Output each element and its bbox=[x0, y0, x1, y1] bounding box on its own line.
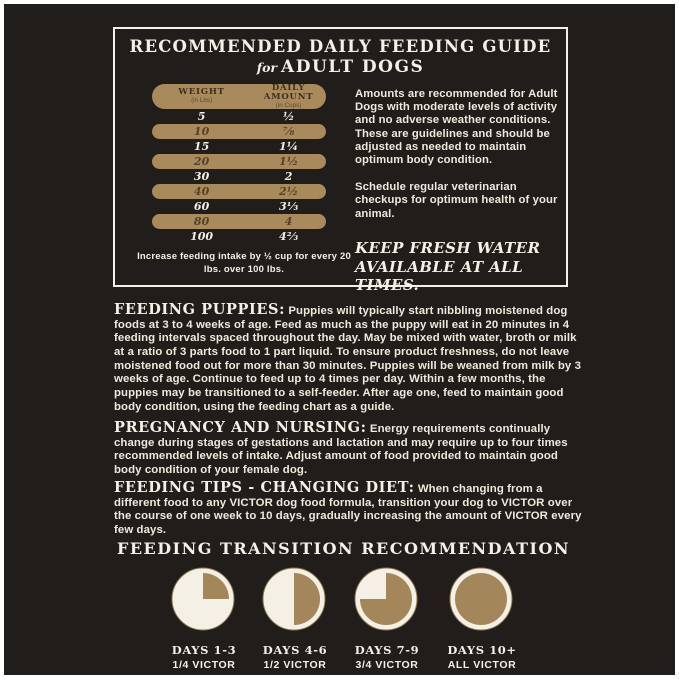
amount-value: 2 bbox=[284, 170, 293, 183]
panel-title bbox=[113, 37, 568, 77]
step-days-label: DAYS 1-3 bbox=[171, 643, 237, 657]
amount-value: 1¼ bbox=[279, 140, 299, 153]
section-heading: FEEDING TIPS - CHANGING DIET: bbox=[114, 479, 415, 496]
weight-value: 5 bbox=[197, 110, 206, 123]
weight-header-unit: (in Lbs) bbox=[191, 97, 213, 105]
transition-step bbox=[339, 566, 435, 671]
section-pregnancy-nursing bbox=[114, 419, 586, 478]
feeding-table-row bbox=[152, 229, 326, 244]
feeding-table bbox=[152, 84, 326, 244]
weight-value: 15 bbox=[193, 140, 210, 153]
step-days-label: DAYS 7-9 bbox=[354, 643, 420, 657]
step-days-label: DAYS 4-6 bbox=[262, 643, 328, 657]
amount-value: ⅞ bbox=[282, 125, 295, 138]
weight-value: 30 bbox=[193, 170, 210, 183]
amount-value: 3⅓ bbox=[279, 200, 299, 213]
weight-value: 20 bbox=[193, 155, 210, 168]
transition-pie-icon bbox=[448, 566, 516, 634]
weight-value: 100 bbox=[190, 230, 214, 243]
weight-value: 80 bbox=[193, 215, 210, 228]
amount-value: ½ bbox=[282, 110, 295, 123]
section-heading: FEEDING PUPPIES: bbox=[114, 301, 286, 318]
amount-column-header bbox=[251, 84, 326, 109]
transition-step bbox=[247, 566, 343, 671]
feeding-table-row bbox=[152, 139, 326, 154]
amount-value: 2½ bbox=[279, 185, 299, 198]
amount-header-label: DAILY AMOUNT bbox=[263, 83, 314, 102]
side-note-amounts: Amounts are recommended for Adult Dogs with moderate levels of activity and no adverse weather conditions. These are guidelines and should be adjusted as needed to maintain optimum body condition. bbox=[355, 88, 558, 167]
feeding-table-rows bbox=[152, 109, 326, 244]
feeding-table-header bbox=[152, 84, 326, 109]
amount-header-unit: (in Cups) bbox=[275, 101, 302, 109]
feeding-table-row bbox=[152, 199, 326, 214]
section-body: When changing from a different food to any VICTOR dog food formula, transition your dog to VICTOR over the course of one week to 10 days, gradually increasing the amount of VICTOR every few days. bbox=[114, 483, 582, 537]
feeding-table-row bbox=[152, 124, 326, 139]
step-amount-label: ALL VICTOR bbox=[447, 659, 517, 671]
weight-value: 60 bbox=[193, 200, 210, 213]
feeding-table-row bbox=[152, 109, 326, 124]
weight-header-label: WEIGHT bbox=[178, 87, 225, 98]
keep-fresh-water-note: KEEP FRESH WATER AVAILABLE AT ALL TIMES. bbox=[355, 238, 541, 295]
weight-value: 10 bbox=[193, 125, 210, 138]
label-background bbox=[4, 4, 675, 675]
section-heading: PREGNANCY AND NURSING: bbox=[114, 419, 367, 436]
transition-step bbox=[156, 566, 252, 671]
panel-title-line1: RECOMMENDED DAILY FEEDING GUIDE bbox=[129, 37, 552, 56]
side-notes bbox=[355, 88, 567, 295]
transition-pie-icon bbox=[353, 566, 421, 634]
transition-pie-icon bbox=[261, 566, 329, 634]
feeding-table-footnote: Increase feeding intake by ½ cup for every 20 lbs. over 100 lbs. bbox=[137, 251, 351, 275]
step-amount-label: 3/4 VICTOR bbox=[355, 659, 419, 671]
panel-title-dogs: ADULT DOGS bbox=[281, 57, 425, 77]
amount-value: 4 bbox=[284, 215, 293, 228]
step-amount-label: 1/2 VICTOR bbox=[263, 659, 327, 671]
step-days-label: DAYS 10+ bbox=[447, 643, 517, 657]
transition-title: FEEDING TRANSITION RECOMMENDATION bbox=[116, 539, 571, 558]
transition-pie-icon bbox=[170, 566, 238, 634]
transition-step bbox=[434, 566, 530, 671]
weight-column-header bbox=[152, 88, 251, 104]
panel-title-line2 bbox=[113, 57, 568, 77]
section-feeding-tips bbox=[114, 479, 586, 538]
panel-title-for: for bbox=[256, 60, 278, 75]
side-note-veterinarian: Schedule regular veterinarian checkups for optimum health of your animal. bbox=[355, 181, 558, 220]
section-body: Energy requirements continually change during stages of gestations and lactation and may require up to four times recommended levels of intake. Adjust amount of food provided to maintain good body condition of your female dog. bbox=[114, 423, 568, 477]
weight-value: 40 bbox=[193, 185, 210, 198]
feeding-table-row bbox=[152, 169, 326, 184]
feeding-table-row bbox=[152, 214, 326, 229]
section-feeding-puppies bbox=[114, 301, 586, 415]
section-body: Puppies will typically start nibbling moistened dog foods at 3 to 4 weeks of age. Feed as much as the puppy will eat in 20 minutes in 4 feeding intervals spaced throughout the day. May be mixed with water, broth or milk at a ratio of 3 parts food to 1 part liquid. To ensure product freshness, do not leave moistened food out for more than 30 minutes. Puppies will be weaned from milk by 3 weeks of age. Continue to feed up to 4 times per day. Within a few months, the puppies may be transitioned to a self-feeder. After age one, feed to maintain good body condition, using the feeding chart as a guide. bbox=[114, 305, 582, 413]
feeding-table-row bbox=[152, 154, 326, 169]
amount-value: 4⅔ bbox=[279, 230, 299, 243]
step-amount-label: 1/4 VICTOR bbox=[172, 659, 236, 671]
amount-value: 1½ bbox=[279, 155, 299, 168]
feeding-table-row bbox=[152, 184, 326, 199]
